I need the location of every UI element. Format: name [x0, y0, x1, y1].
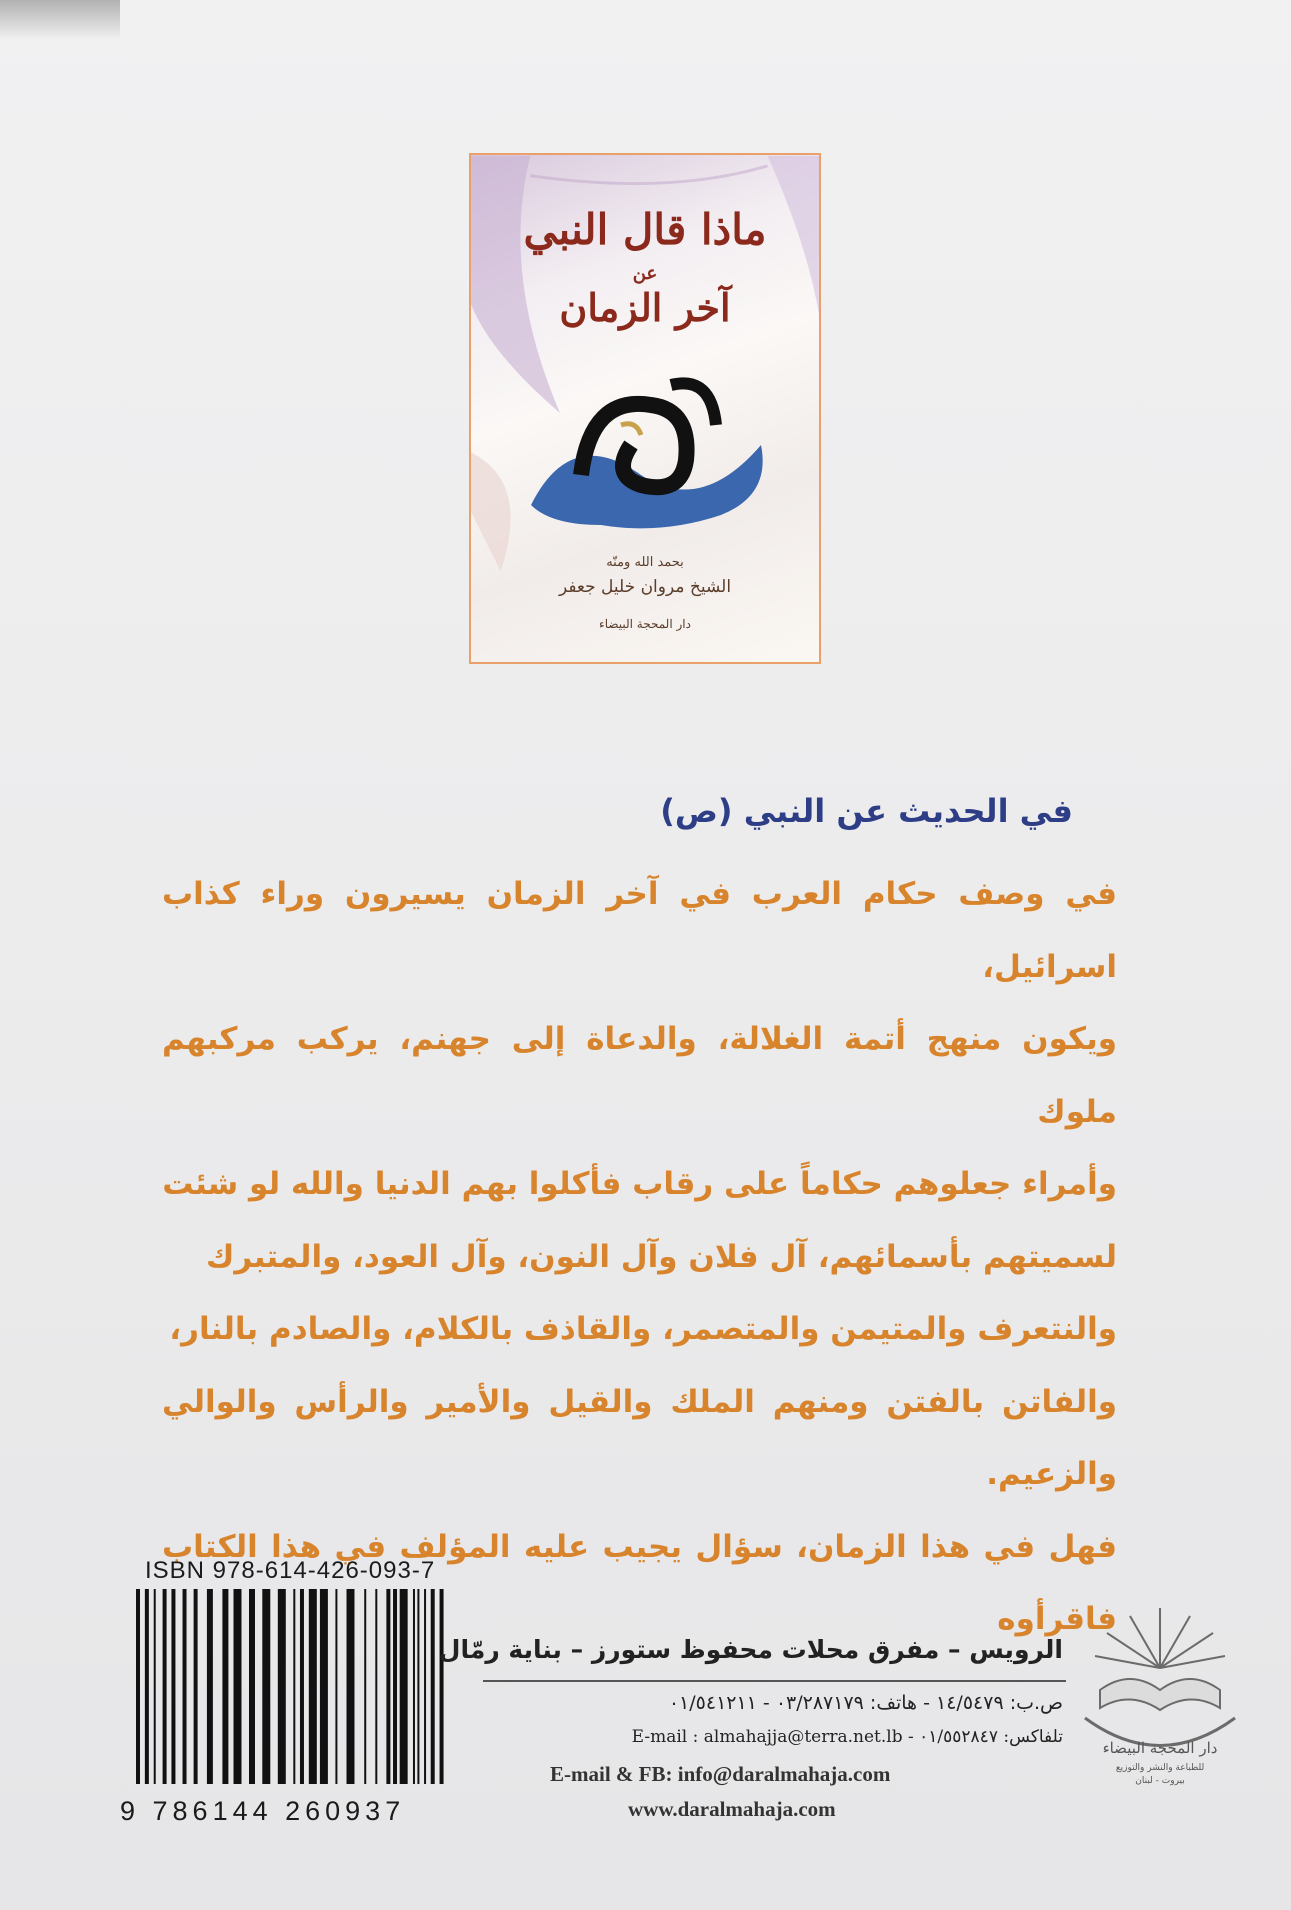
barcode-bar: [424, 1589, 426, 1784]
website: www.daralmahaja.com: [628, 1797, 836, 1821]
isbn-label: ISBN 978-614-426-093-7: [145, 1557, 436, 1584]
logo-name: دار المحجة البيضاء: [1102, 1739, 1218, 1757]
blurb-paragraph: [162, 858, 1117, 1656]
barcode-bar: [136, 1589, 140, 1784]
blurb-line: لسميتهم بأسمائهم، آل فلان وآل النون، وآل العود، والمتبرك: [206, 1238, 1117, 1275]
barcode-bar: [431, 1589, 435, 1784]
barcode-bar: [154, 1589, 156, 1784]
cover-title-line2: عن: [632, 263, 658, 284]
barcode-bar: [262, 1589, 270, 1784]
barcode-bar: [400, 1589, 408, 1784]
barcode-bar: [440, 1589, 444, 1784]
barcode-bar: [347, 1589, 355, 1784]
barcode-bar: [386, 1589, 390, 1784]
blurb-line: والنتعرف والمتيمن والمتصمر، والقاذف بالكلام، والصادم بالنار،: [169, 1311, 1117, 1347]
front-cover-thumbnail: [469, 153, 821, 664]
logo-city: بيروت - لبنان: [1135, 1776, 1185, 1786]
scan-shadow: [0, 0, 120, 40]
barcode-bar: [163, 1589, 167, 1784]
barcode-bar: [335, 1589, 337, 1784]
cover-author-intro: بحمد الله ومنّه: [606, 555, 684, 570]
blurb-line: فهل في هذا الزمان، سؤال يجيب عليه المؤلف في هذا الكتاب فاقرأوه: [162, 1528, 1117, 1637]
barcode-bar: [145, 1589, 149, 1784]
cover-calligraphy: [511, 365, 781, 535]
cover-title-line1: ماذا قال النبي: [523, 205, 767, 254]
barcode-bar: [171, 1589, 175, 1784]
blurb-line: وأمراء جعلوهم حكاماً على رقاب فأكلوا بهم الدنيا والله لو شئت: [162, 1166, 1117, 1202]
cover-publisher: دار المحجة البيضاء: [599, 617, 691, 631]
barcode-bar: [278, 1589, 286, 1784]
cover-title-line3: آخر الزمان: [559, 285, 731, 330]
publisher-address: الرويس – مفرق محلات محفوظ ستورز – بناية رمّال: [438, 1635, 1063, 1664]
barcode-bar: [234, 1589, 242, 1784]
fax-label: تلفاكس: ٠١/٥٥٢٨٤٧ -: [908, 1727, 1063, 1747]
publisher-fax-email: [632, 1727, 1063, 1747]
barcode-bar: [183, 1589, 187, 1784]
barcode-bar: [375, 1589, 377, 1784]
cover-author: الشيخ مروان خليل جعفر: [558, 577, 732, 597]
blurb-heading: في الحديث عن النبي (ص): [660, 792, 1073, 830]
blurb-line: في وصف حكام العرب في آخر الزمان يسيرون وراء كذاب اسرائيل،: [162, 876, 1117, 985]
barcode-bar: [417, 1589, 419, 1784]
blurb-line: ويكون منهج أتمة الغلالة، والدعاة إلى جهنم، يركب مركبهم ملوك: [162, 1021, 1117, 1130]
publisher-phones: ص.ب: ١٤/٥٤٧٩ - هاتف: ٠٣/٢٨٧١٧٩ - ٠١/٥٤١٢١١: [668, 1692, 1063, 1714]
barcode-bar: [207, 1589, 213, 1784]
barcode-bar: [320, 1589, 328, 1784]
barcode-bar: [194, 1589, 198, 1784]
divider: [483, 1680, 1066, 1682]
email-address: E-mail : almahajja@terra.net.lb: [631, 1727, 903, 1747]
barcode: [132, 1589, 448, 1784]
blurb-line: والفاتن بالفتن ومنهم الملك والقيل والأمير والرأس والوالي والزعيم.: [162, 1383, 1117, 1492]
barcode-bar: [364, 1589, 366, 1784]
barcode-bar: [393, 1589, 397, 1784]
barcode-bar: [309, 1589, 317, 1784]
barcode-bar: [293, 1589, 295, 1784]
publisher-logo: [1075, 1598, 1245, 1788]
barcode-bar: [249, 1589, 255, 1784]
email-fb: E-mail & FB: info@daralmahaja.com: [550, 1762, 891, 1786]
barcode-digits: 9 786144 260937: [120, 1796, 406, 1826]
cover-big-title: حكام آخر الزمان: [642, 533, 650, 534]
barcode-bar: [300, 1589, 304, 1784]
barcode-bar: [222, 1589, 228, 1784]
barcode-bar: [413, 1589, 415, 1784]
logo-tagline: للطباعة والنشر والتوزيع: [1115, 1763, 1205, 1773]
